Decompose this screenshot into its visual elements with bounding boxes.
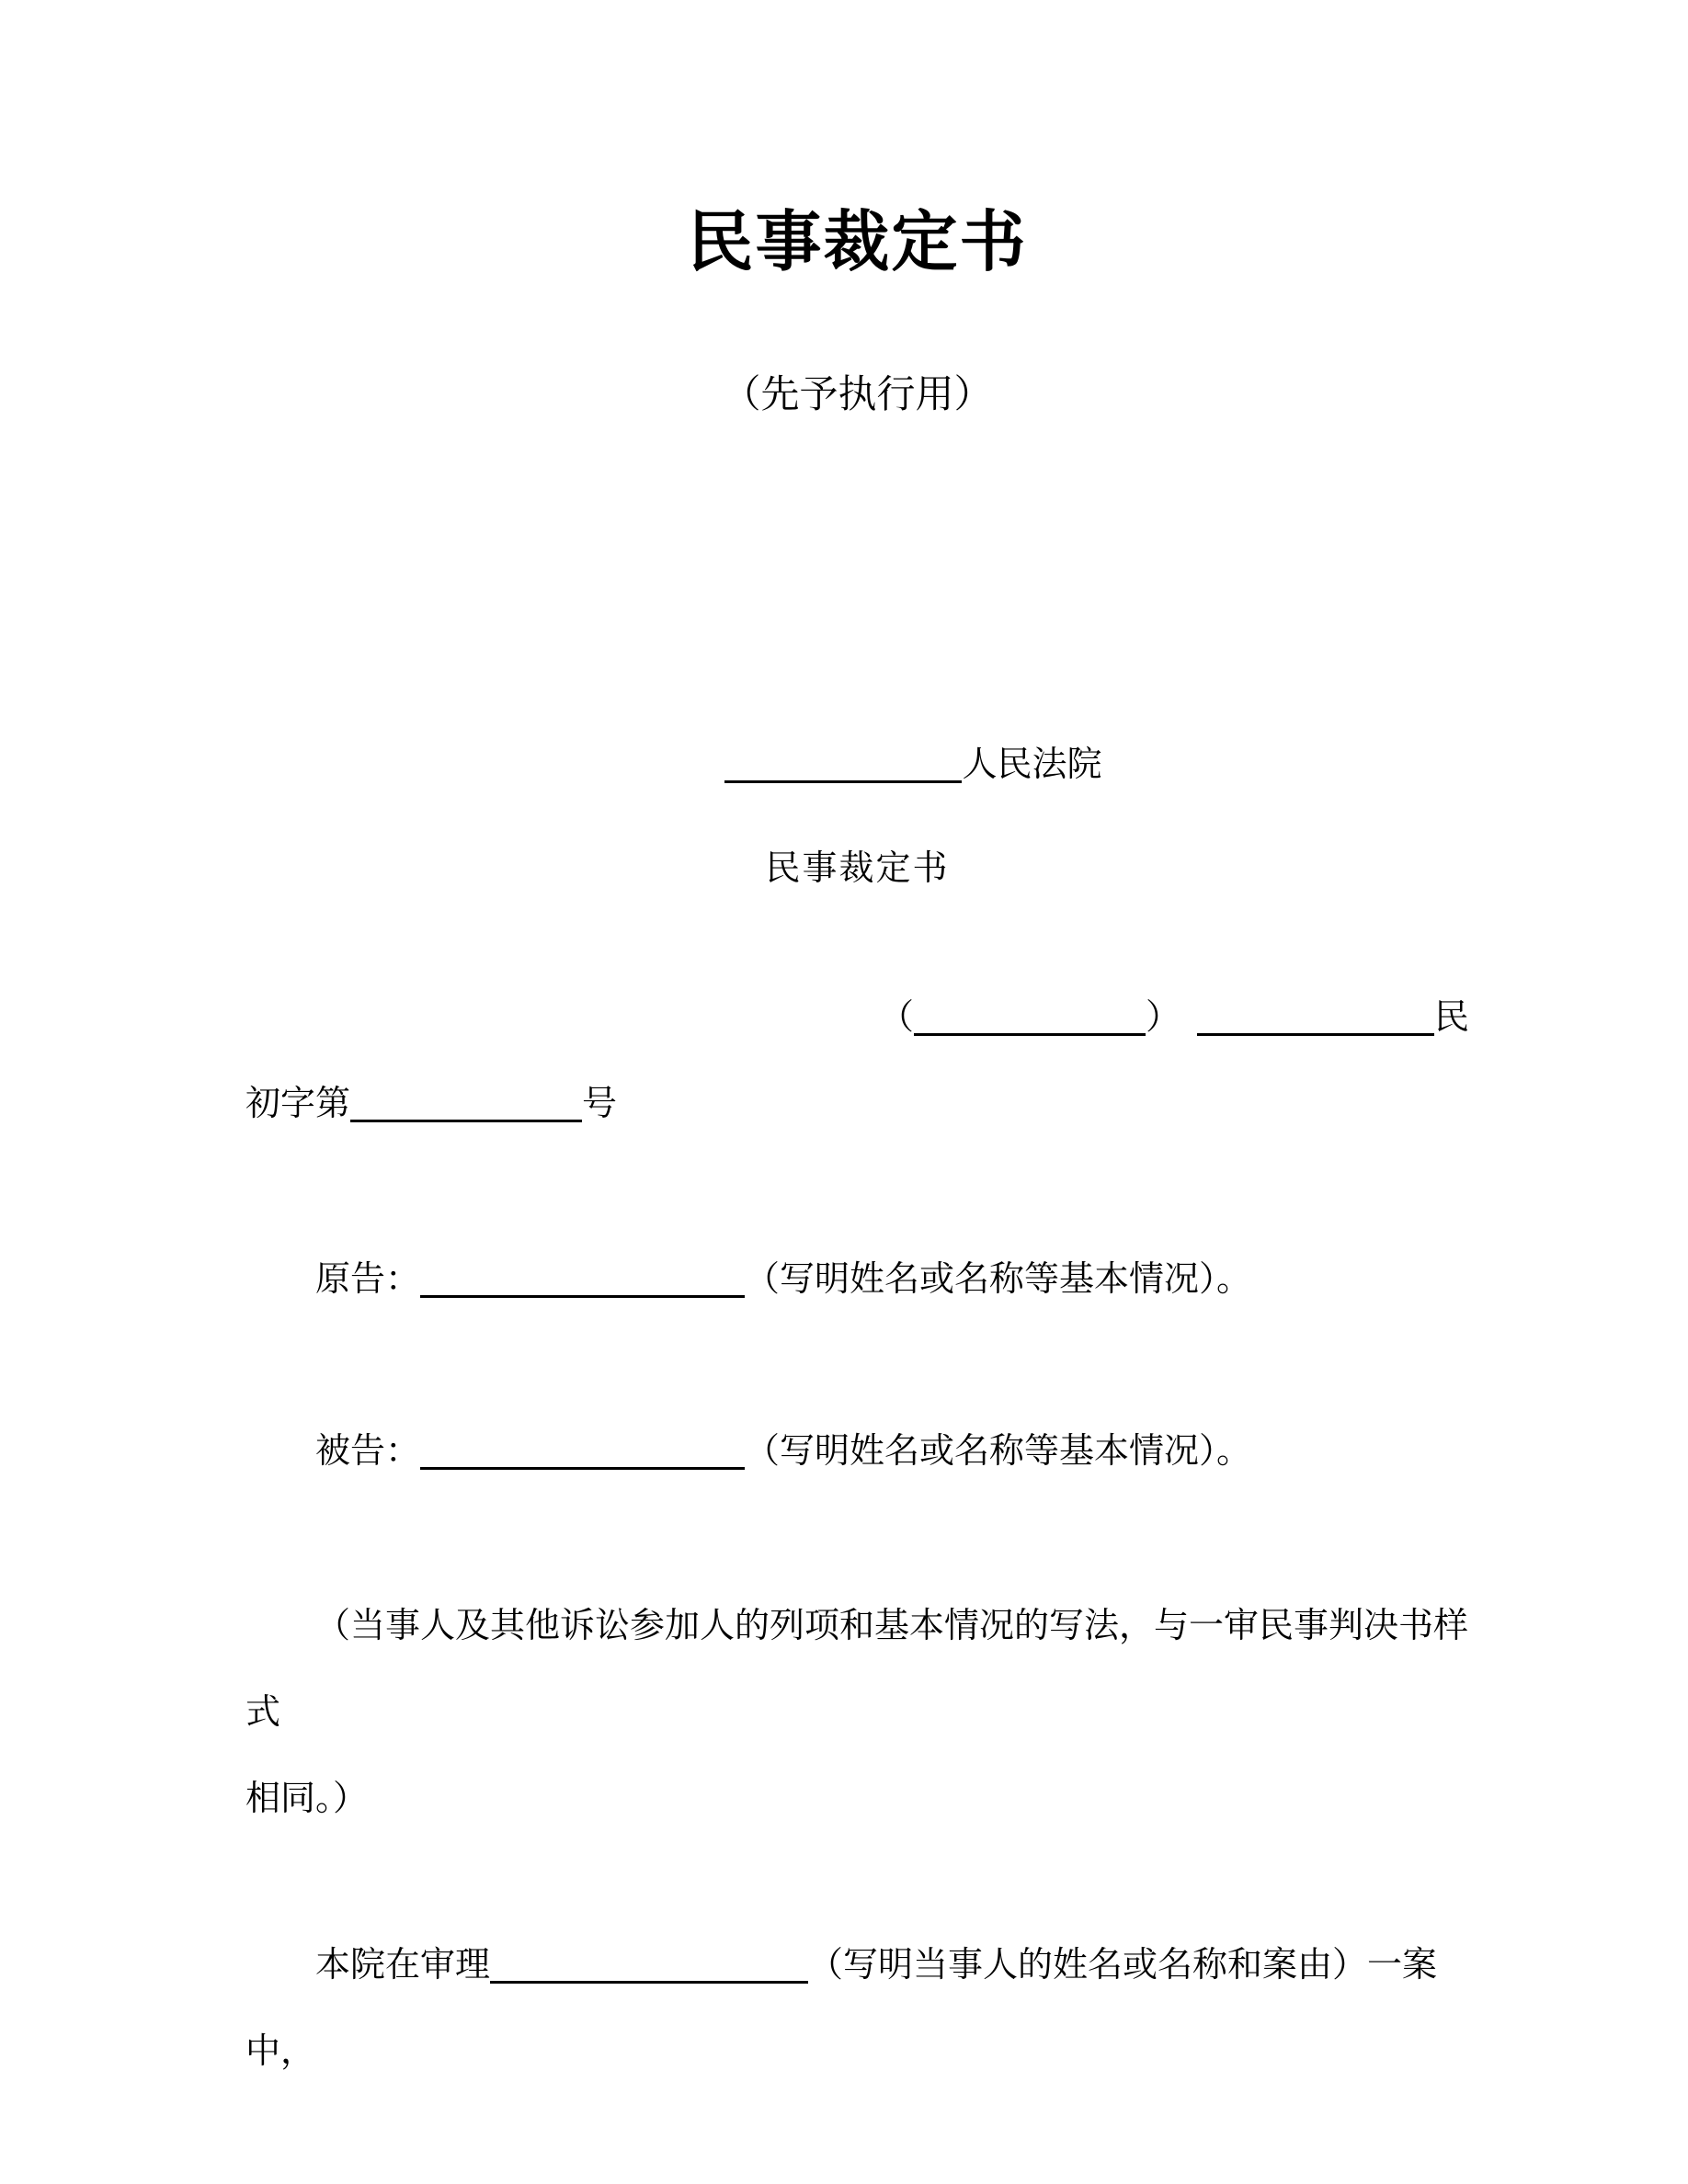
court-name-suffix: 人民法院 (962, 745, 1102, 784)
court-name-blank (724, 753, 962, 783)
body-blank (490, 1953, 808, 1984)
doc-type-heading: 民事裁定书 (765, 849, 950, 888)
court-name-line (302, 722, 1525, 808)
case-number-paren-close: ） (1145, 998, 1180, 1037)
defendant-paragraph (245, 1408, 1469, 1495)
case-number-blank-2 (1197, 1006, 1434, 1036)
defendant-blank (420, 1439, 745, 1470)
case-number-type-char: 民 (1433, 998, 1469, 1037)
plaintiff-note: （写明姓名或名称等基本情况）。 (745, 1260, 1252, 1299)
plaintiff-blank (420, 1268, 745, 1298)
body-prefix: 本院在审理 (315, 1946, 491, 1985)
parties-note-line-2: 相同。） (245, 1780, 369, 1818)
case-number-line-1 (245, 974, 1469, 1061)
document-title: 民事裁定书 (687, 206, 1028, 279)
case-number-blank-1 (914, 1006, 1146, 1036)
case-number-line2-prefix: 初字第 (245, 1085, 351, 1123)
case-number-line2-suffix: 号 (582, 1085, 618, 1123)
plaintiff-paragraph (245, 1236, 1469, 1323)
case-number-line-2 (245, 1061, 1469, 1147)
body-suffix: （写明当事人的姓名或名称和案由）一案中， (245, 1946, 1438, 2071)
parties-note-paragraph (245, 1583, 1469, 1842)
parties-note-line-1: （当事人及其他诉讼参加人的列项和基本情况的写法，与一审民事判决书样式 (245, 1607, 1469, 1732)
body-paragraph (245, 1922, 1469, 2095)
case-number-paren-open: （ (878, 998, 914, 1037)
defendant-note: （写明姓名或名称等基本情况）。 (745, 1432, 1252, 1471)
plaintiff-label: 原告： (315, 1260, 421, 1299)
defendant-label: 被告： (315, 1432, 421, 1471)
document-subtitle: （先予执行用） (722, 374, 993, 416)
case-number-blank-3 (350, 1092, 582, 1122)
